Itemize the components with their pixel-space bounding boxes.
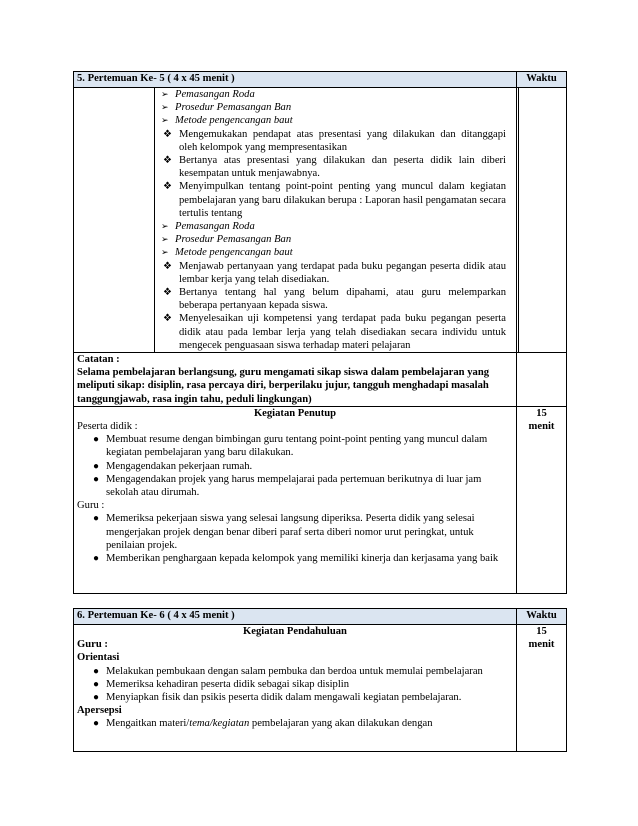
bullet-dot-icon: ● <box>93 665 100 677</box>
list-item-text: Membuat resume dengan bimbingan guru tentang point-point penting yang muncul dalam kegiatan pembelajaran yang baru dilakukan. <box>106 434 488 459</box>
pendahuluan-title: Kegiatan Pendahuluan <box>243 626 347 637</box>
section5-header-waktu: Waktu <box>517 72 567 88</box>
list-item-text: Menjawab pertanyaan yang terdapat pada buku pegangan peserta didik atau lembar kerja yang telah disediakan. <box>179 260 506 285</box>
list-item <box>155 220 506 233</box>
list-item-text: Bertanya atas presentasi yang dilakukan dan peserta didik lain diberi kesempatan untuk menjawabnya. <box>179 155 506 180</box>
diamond-bullet-icon: ❖ <box>163 313 172 325</box>
section5-header-title: 5. Pertemuan Ke- 5 ( 4 x 45 menit ) <box>74 72 517 88</box>
orientasi-label: Orientasi <box>77 652 120 664</box>
section6-pendahuluan-row <box>74 625 567 752</box>
bullet-dot-icon: ● <box>93 460 100 472</box>
list-item-text: Mengemukakan pendapat atas presentasi yang dilakukan dan ditanggapi oleh kelompok yang mempresentasikan <box>179 128 506 153</box>
diamond-bullet-icon: ❖ <box>163 260 172 272</box>
list-item <box>77 717 513 730</box>
catatan-text: Selama pembelajaran berlangsung, guru mengamati sikap siswa dalam pembelajaran yang meliputi sikap: disiplin, rasa percaya diri, berperilaku jujur, tangguh menghadapi masalah tanggungjawab, rasa ingin tahu, peduli lingkungan) <box>77 367 490 405</box>
apersepsi-text-before: Mengaitkan materi/ <box>106 718 190 730</box>
penutup-title: Kegiatan Penutup <box>253 407 337 419</box>
list-item-text: Memeriksa kehadiran peserta didik sebagai sikap disiplin <box>106 678 349 690</box>
list-item <box>155 101 506 114</box>
list-item-text: Pemasangan Roda <box>175 221 255 233</box>
arrow-bullet-icon: ➢ <box>161 247 169 258</box>
list-item-text: Metode pengencangan baut <box>175 247 293 259</box>
diamond-bullet-icon: ❖ <box>163 128 172 140</box>
section5-table <box>73 71 567 594</box>
pendahuluan-unit: menit <box>528 639 555 651</box>
list-item <box>155 286 506 312</box>
orientasi-list <box>77 665 513 705</box>
catatan-label: Catatan : <box>77 354 120 365</box>
apersepsi-list <box>77 717 513 730</box>
list-item <box>77 678 513 691</box>
diamond-bullet-icon: ❖ <box>163 181 172 193</box>
apersepsi-text-after: pembelajaran yang akan dilakukan dengan <box>249 718 433 730</box>
list-item <box>77 460 513 473</box>
list-item <box>77 665 513 678</box>
list-item-text: Pemasangan Roda <box>175 89 255 100</box>
bullet-dot-icon: ● <box>93 692 100 704</box>
diamond-bullet-icon: ❖ <box>163 287 172 299</box>
bullet-dot-icon: ● <box>93 513 100 525</box>
section6-table <box>73 608 567 752</box>
list-item-text: Prosedur Pemasangan Ban <box>175 234 292 246</box>
peserta-list <box>77 433 513 499</box>
list-item-text: Memeriksa pekerjaan siswa yang selesai langsung diperiksa. Peserta didik yang selesai mengerjakan projek dengan benar diberi paraf serta diberi nomor urut peringkat, untuk penilaian projek. <box>106 513 475 551</box>
arrow-bullet-icon: ➢ <box>161 115 169 126</box>
guru-list-s5 <box>77 512 513 565</box>
apersepsi-label: Apersepsi <box>77 705 122 717</box>
penutup-unit: menit <box>528 421 555 433</box>
bullet-dot-icon: ● <box>93 553 100 565</box>
list-item <box>155 180 506 220</box>
list-item <box>155 128 506 154</box>
section5-inti-row <box>74 88 567 353</box>
bullet-dot-icon: ● <box>93 434 100 446</box>
list-item-text: Mengagendakan pekerjaan rumah. <box>106 460 253 472</box>
list-item <box>155 154 506 180</box>
bullet-dot-icon: ● <box>93 718 100 730</box>
list-item-text: Memberikan penghargaan kepada kelompok yang memiliki kinerja dan kerjasama yang baik <box>106 553 499 565</box>
list-item <box>77 433 513 459</box>
section6-header-row <box>74 609 567 625</box>
list-item-text: Prosedur Pemasangan Ban <box>175 102 292 114</box>
list-item-text: Menyiapkan fisik dan psikis peserta didik dalam mengawali kegiatan pembelajaran. <box>106 692 462 704</box>
arrow-bullet-icon: ➢ <box>161 102 169 113</box>
list-item <box>155 88 506 101</box>
list-item <box>155 114 506 127</box>
section5-activity-list <box>154 88 519 352</box>
arrow-bullet-icon: ➢ <box>161 234 169 245</box>
guru-label-s6: Guru : <box>77 639 108 651</box>
list-item <box>77 473 513 499</box>
arrow-bullet-icon: ➢ <box>161 89 169 99</box>
bullet-dot-icon: ● <box>93 678 100 690</box>
list-item-text: Melakukan pembukaan dengan salam pembuka dan berdoa untuk memulai pembelajaran <box>106 665 483 677</box>
apersepsi-text-italic: tema/kegiatan <box>189 718 250 730</box>
list-item-text: Metode pengencangan baut <box>175 115 293 127</box>
pendahuluan-time: 15 <box>536 626 547 637</box>
list-item-text: Menyimpulkan tentang point-point penting yang muncul dalam kegiatan pembelajaran yang baru dilakukan berupa : Laporan hasil pengamatan secara tertulis tentang <box>179 181 506 219</box>
bullet-dot-icon: ● <box>93 473 100 485</box>
section6-header-waktu: Waktu <box>517 609 567 625</box>
section5-penutup-row <box>74 406 567 593</box>
list-item-text <box>106 718 433 729</box>
arrow-bullet-icon: ➢ <box>161 221 169 232</box>
list-item-text: Bertanya tentang hal yang belum dipahami, atau guru melemparkan beberapa pertanyaan kepada siswa. <box>179 287 506 312</box>
section5-catatan-row <box>74 353 567 407</box>
list-item <box>155 312 506 352</box>
list-item <box>77 691 513 704</box>
section5-header-row <box>74 72 567 88</box>
list-item <box>155 260 506 286</box>
guru-label-s5: Guru : <box>77 500 105 512</box>
penutup-time: 15 <box>536 407 547 419</box>
list-item <box>155 233 506 246</box>
diamond-bullet-icon: ❖ <box>163 155 172 167</box>
list-item <box>77 552 513 565</box>
list-item-text: Menyelesaikan uji kompetensi yang terdapat pada buku pegangan peserta didik atau pada lembar lerja yang telah disediakan secara individu untuk mengecek penguasaan siswa terhadap materi pelajaran <box>179 313 506 351</box>
section6-header-title: 6. Pertemuan Ke- 6 ( 4 x 45 menit ) <box>74 609 517 625</box>
list-item <box>155 246 506 259</box>
list-item <box>77 512 513 552</box>
list-item-text: Mengagendakan projek yang harus mempelajarai pada pertemuan berikutnya di luar jam sekolah atau dirumah. <box>106 473 482 499</box>
peserta-label: Peserta didik : <box>77 421 138 433</box>
